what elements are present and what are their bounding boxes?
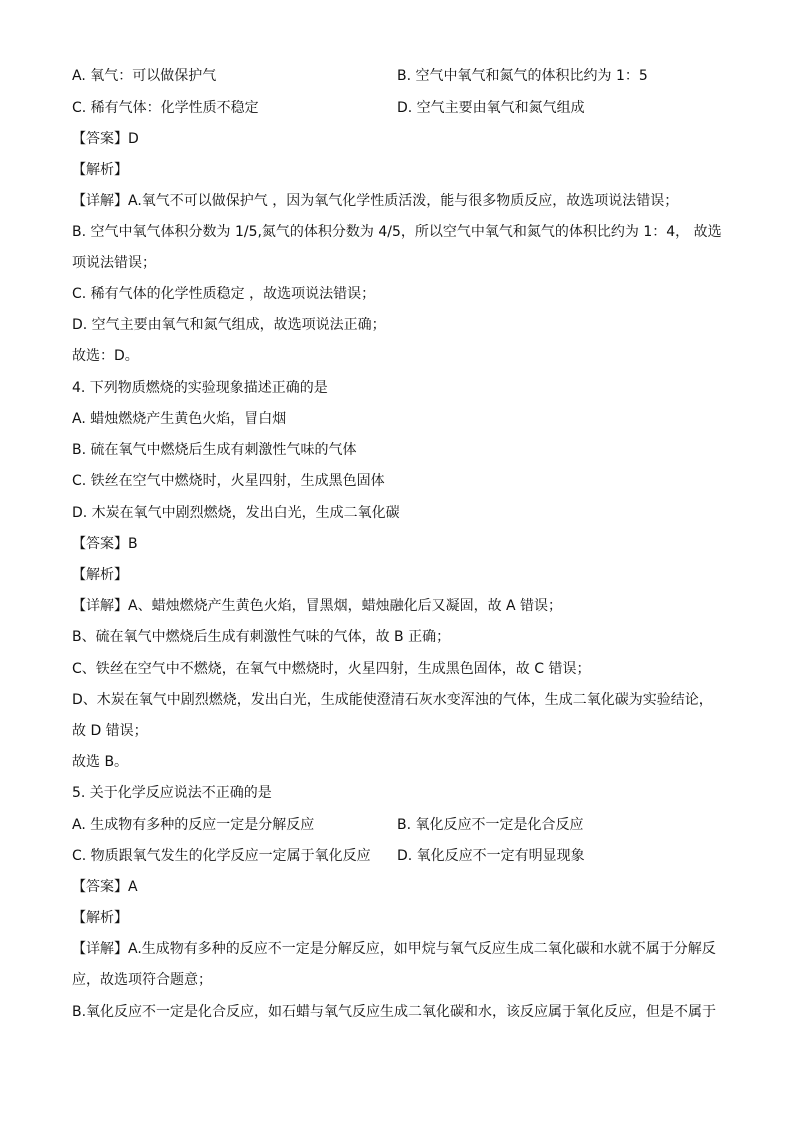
q4-detail-line: C、铁丝在空气中不燃烧，在氧气中燃烧时，火星四射，生成黑色固体，故 C 错误；: [72, 661, 591, 677]
q3-option-d: D. 空气主要由氧气和氮气组成: [397, 100, 585, 116]
q4-option-b: B. 硫在氧气中燃烧后生成有刺激性气味的气体: [72, 442, 357, 458]
q4-answer: 【答案】B: [72, 536, 138, 552]
q3-option-b: B. 空气中氧气和氮气的体积比约为 1：5: [397, 68, 648, 84]
q4-option-c: C. 铁丝在空气中燃烧时，火星四射，生成黑色固体: [72, 473, 385, 489]
q5-stem: 5. 关于化学反应说法不正确的是: [72, 785, 272, 801]
q5-option-a: A. 生成物有多种的反应一定是分解反应: [72, 817, 315, 833]
q5-analysis-label: 【解析】: [72, 910, 128, 926]
q3-answer: 【答案】D: [72, 131, 139, 147]
q3-detail-line: 项说法错误；: [72, 255, 156, 271]
q5-detail-line: 应，故选项符合题意；: [72, 972, 212, 988]
q4-stem: 4. 下列物质燃烧的实验现象描述正确的是: [72, 380, 328, 396]
q3-detail-line: 故选：D。: [72, 348, 139, 364]
q5-detail-line: 【详解】A.生成物有多种的反应不一定是分解反应，如甲烷与氧气反应生成二氧化碳和水就不属于分解反: [72, 941, 716, 957]
q3-option-c: C. 稀有气体：化学性质不稳定: [72, 100, 259, 116]
q4-option-a: A. 蜡烛燃烧产生黄色火焰，冒白烟: [72, 411, 287, 427]
q5-detail-line: B.氧化反应不一定是化合反应，如石蜡与氧气反应生成二氧化碳和水，该反应属于氧化反应，但是不属于: [72, 1004, 717, 1020]
q5-option-d: D. 氧化反应不一定有明显现象: [397, 848, 585, 864]
q3-option-a: A. 氧气：可以做保护气: [72, 68, 217, 84]
q5-option-c: C. 物质跟氧气发生的化学反应一定属于氧化反应: [72, 848, 371, 864]
q4-detail-line: 故 D 错误；: [72, 723, 148, 739]
q4-option-d: D. 木炭在氧气中剧烈燃烧，发出白光，生成二氧化碳: [72, 505, 400, 521]
q3-detail-line: C. 稀有气体的化学性质稳定 ，故选项说法错误；: [72, 286, 376, 302]
q3-detail-line: B. 空气中氧气体积分数为 1/5,氮气的体积分数为 4/5，所以空气中氧气和氮气的体积比约为 1：4， 故选: [72, 224, 722, 240]
q3-detail-line: D. 空气主要由氧气和氮气组成，故选项说法正确；: [72, 317, 386, 333]
q3-detail-line: 【详解】A.氧气不可以做保护气 ，因为氧气化学性质活泼，能与很多物质反应，故选项说法错误；: [72, 193, 679, 209]
q4-detail-line: 故选 B。: [72, 754, 129, 770]
q3-analysis-label: 【解析】: [72, 162, 128, 178]
q4-analysis-label: 【解析】: [72, 567, 128, 583]
q4-detail-line: 【详解】A、蜡烛燃烧产生黄色火焰，冒黑烟，蜡烛融化后又凝固，故 A 错误；: [72, 598, 563, 614]
q4-detail-line: D、木炭在氧气中剧烈燃烧，发出白光，生成能使澄清石灰水变浑浊的气体，生成二氧化碳为实验结论，: [72, 692, 713, 708]
q5-option-b: B. 氧化反应不一定是化合反应: [397, 817, 584, 833]
q4-detail-line: B、硫在氧气中燃烧后生成有刺激性气味的气体，故 B 正确；: [72, 629, 451, 645]
q5-answer: 【答案】A: [72, 879, 138, 895]
